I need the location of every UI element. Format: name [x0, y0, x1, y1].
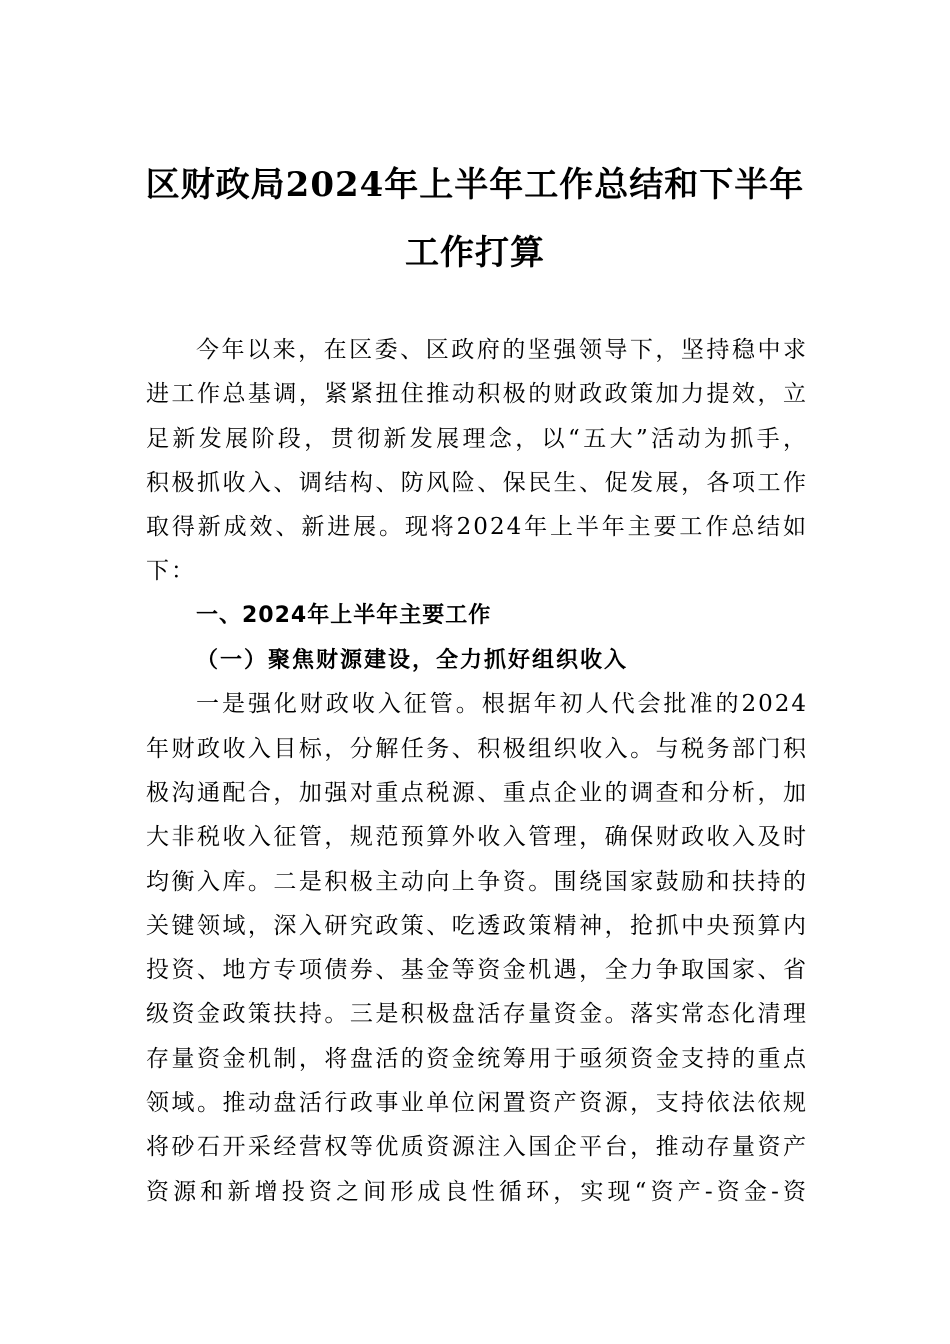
paragraph-2-line: 一是强化财政收入征管。根据年初人代会批准的2024 [196, 691, 808, 718]
document-body [146, 328, 808, 1214]
paragraph-1-line: 取得新成效、新进展。现将2024年上半年主要工作总结如 [146, 514, 808, 541]
paragraph-2-line: 存量资金机制，将盘活的资金统筹用于亟须资金支持的重点 [146, 1045, 808, 1072]
paragraph-1-line: 积极抓收入、调结构、防风险、保民生、促发展，各项工作 [146, 469, 808, 496]
paragraph-2-line: 将砂石开采经营权等优质资源注入国企平台，推动存量资产 [146, 1134, 808, 1161]
document-title-line-2: 工作打算 [405, 233, 545, 273]
paragraph-1-line: 下： [146, 558, 196, 585]
paragraph-2-line: 领域。推动盘活行政事业单位闲置资产资源，支持依法依规 [146, 1090, 808, 1117]
subsection-1-heading: （一）聚焦财源建设，全力抓好组织收入 [196, 647, 629, 674]
section-1-heading: 一、2024年上半年主要工作 [196, 602, 492, 628]
paragraph-2-line: 极沟通配合，加强对重点税源、重点企业的调查和分析，加 [146, 779, 808, 806]
paragraph-1-line: 足新发展阶段，贯彻新发展理念，以“五大”活动为抓手， [146, 425, 808, 452]
paragraph-2-line: 级资金政策扶持。三是积极盘活存量资金。落实常态化清理 [146, 1001, 808, 1028]
paragraph-2-line: 年财政收入目标，分解任务、积极组织收入。与税务部门积 [146, 735, 808, 762]
paragraph-1-line: 今年以来，在区委、区政府的坚强领导下，坚持稳中求 [196, 337, 808, 363]
paragraph-2-line: 均衡入库。二是积极主动向上争资。围绕国家鼓励和扶持的 [146, 868, 808, 895]
paragraph-2-line: 大非税收入征管，规范预算外收入管理，确保财政收入及时 [146, 824, 808, 851]
paragraph-2-line: 关键领域，深入研究政策、吃透政策精神，抢抓中央预算内 [146, 912, 808, 939]
paragraph-2-line: 投资、地方专项债券、基金等资金机遇，全力争取国家、省 [146, 957, 808, 984]
document-title-line-1: 区财政局2024年上半年工作总结和下半年 [145, 165, 805, 205]
paragraph-1-line: 进工作总基调，紧紧扭住推动积极的财政政策加力提效，立 [146, 381, 808, 408]
paragraph-2-line: 资源和新增投资之间形成良性循环，实现“资产-资金-资 [146, 1178, 808, 1205]
